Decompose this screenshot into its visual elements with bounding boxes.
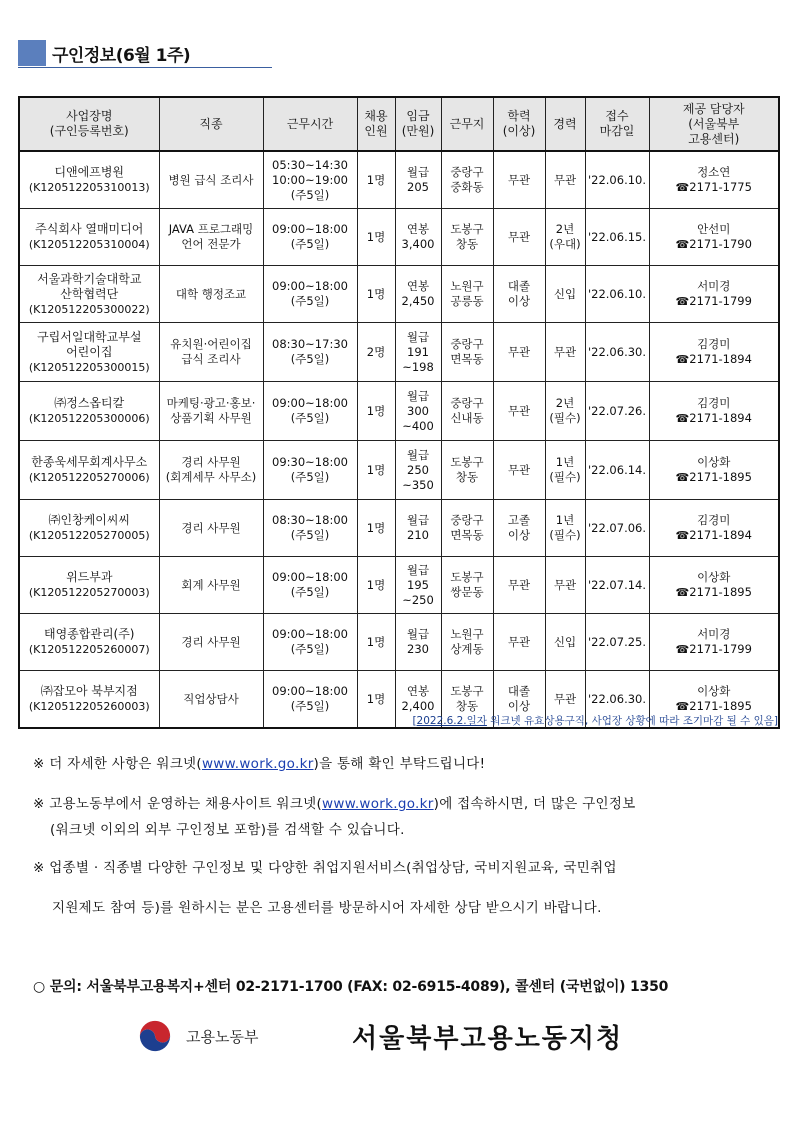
manager-name: 안선미 [697,222,731,236]
cell-hours: 05:30~14:30 10:00~19:00 (주5일) [263,151,357,209]
cell-location: 도봉구 창동 [441,441,493,500]
cell-education: 대졸 이상 [493,671,545,729]
cell-education: 무관 [493,614,545,671]
phone-icon: ☎ [675,295,690,308]
paragraph-worknet-info [33,752,485,772]
col-header-education: 학력 (이상) [493,97,545,151]
paragraph-worknet-more [33,792,636,812]
phone-number: 2171-1894 [689,528,752,542]
manager-name: 이상화 [697,455,731,469]
company-name: 위드부과 [66,570,113,584]
company-name: ㈜정스옵티칼 [54,396,125,410]
cell-location: 중랑구 중화동 [441,151,493,209]
cell-job: 병원 급식 조리사 [159,151,263,209]
company-name: 주식회사 열매미디어 [35,222,144,236]
registration-number: (K120512205300006) [28,412,150,425]
cell-wage: 월급 205 [395,151,441,209]
table-row [19,441,779,500]
cell-location: 노원구 상계동 [441,614,493,671]
taegeuk-logo-icon [137,1018,173,1054]
phone-icon: ☎ [675,471,690,484]
registration-number: (K120512205300015) [28,360,150,374]
cell-career: 신입 [545,266,585,323]
cell-location: 중랑구 면목동 [441,323,493,382]
phone-icon: ☎ [675,643,690,656]
page-title-block [18,40,272,68]
paragraph-services-cont: 지원제도 참여 등)를 원하시는 분은 고용센터를 방문하시어 자세한 상담 받으시기 바랍니다. [52,900,602,916]
worknet-link-2[interactable]: www.work.go.kr [322,796,434,812]
phone-number: 2171-1799 [689,294,752,308]
registration-number: (K120512205260007) [28,643,150,656]
cell-deadline: '22.07.26. [585,382,649,441]
registration-number: (K120512205270005) [28,529,150,542]
cell-manager [649,266,779,323]
phone-icon: ☎ [675,412,690,425]
cell-job: 유치원·어린이집 급식 조리사 [159,323,263,382]
cell-education: 대졸 이상 [493,266,545,323]
cell-hours: 09:00~18:00 (주5일) [263,382,357,441]
cell-hours: 09:00~18:00 (주5일) [263,614,357,671]
cell-people: 2명 [357,323,395,382]
cell-location: 중랑구 면목동 [441,500,493,557]
phone-icon: ☎ [675,353,690,366]
registration-number: (K120512205270006) [28,471,150,484]
table-body [19,151,779,728]
cell-career: 2년 (우대) [545,209,585,266]
cell-people: 1명 [357,671,395,729]
table-row [19,557,779,614]
cell-deadline: '22.06.10. [585,266,649,323]
cell-manager [649,209,779,266]
manager-phone [651,642,778,657]
contact-info: ○ 문의: 서울북부고용복지+센터 02-2171-1700 (FAX: 02-6915-4089), 콜센터 (국번없이) 1350 [33,979,669,995]
cell-job: 마케팅·광고·홍보· 상품기획 사무원 [159,382,263,441]
manager-name: 김경미 [697,513,731,527]
cell-education: 고졸 이상 [493,500,545,557]
registration-number: (K120512205310013) [28,181,150,194]
cell-manager [649,557,779,614]
cell-wage: 월급 195 ~250 [395,557,441,614]
cell-job: 경리 사무원 (회계세무 사무소) [159,441,263,500]
cell-wage: 월급 300 ~400 [395,382,441,441]
cell-education: 무관 [493,441,545,500]
col-header-job: 직종 [159,97,263,151]
company-name: 태영종합관리(주) [43,627,135,641]
cell-people: 1명 [357,441,395,500]
registration-number: (K120512205300022) [28,302,150,316]
cell-hours: 09:00~18:00 (주5일) [263,671,357,729]
phone-icon: ☎ [675,238,690,251]
cell-wage: 월급 250 ~350 [395,441,441,500]
col-header-company: 사업장명 (구인등록번호) [19,97,159,151]
phone-icon: ☎ [675,700,690,713]
table-row [19,323,779,382]
manager-name: 정소연 [697,165,731,179]
company-name: 디앤에프병원 [54,165,125,179]
cell-career: 2년 (필수) [545,382,585,441]
col-header-hours: 근무시간 [263,97,357,151]
paragraph-services: ※ 업종별 · 직종별 다양한 구인정보 및 다양한 취업지원서비스(취업상담, 국비지원교육, 국민취업 [33,860,617,876]
page-title: 구인정보(6월 1주) [52,46,191,66]
cell-location: 도봉구 창동 [441,671,493,729]
cell-deadline: '22.07.06. [585,500,649,557]
cell-career: 무관 [545,151,585,209]
ministry-name: 고용노동부 [186,1028,259,1046]
cell-company [19,323,159,382]
manager-phone [651,585,778,600]
phone-number: 2171-1799 [689,642,752,656]
col-header-wage: 임금 (만원) [395,97,441,151]
company-name: ㈜잡모아 북부지점 [40,684,138,698]
phone-number: 2171-1790 [689,237,752,251]
cell-deadline: '22.06.15. [585,209,649,266]
office-name: 서울북부고용노동지청 [352,1024,624,1054]
cell-deadline: '22.07.14. [585,557,649,614]
cell-wage: 월급 191 ~198 [395,323,441,382]
paragraph-worknet-more-cont: (워크넷 이외의 외부 구인정보 포함)를 검색할 수 있습니다. [50,822,405,838]
manager-name: 서미경 [697,279,731,293]
cell-hours: 09:00~18:00 (주5일) [263,266,357,323]
note-text: 워크넷 유효상용구직, 사업장 상황에 따라 조기마감 될 수 있음 [486,715,774,727]
cell-job: 대학 행정조교 [159,266,263,323]
p1-text-a: ※ 더 자세한 사항은 워크넷( [33,756,202,772]
cell-wage: 월급 230 [395,614,441,671]
cell-hours: 09:30~18:00 (주5일) [263,441,357,500]
cell-company [19,500,159,557]
cell-company [19,209,159,266]
table-row [19,500,779,557]
phone-number: 2171-1894 [689,352,752,366]
cell-education: 무관 [493,209,545,266]
cell-manager [649,500,779,557]
cell-job: 회계 사무원 [159,557,263,614]
cell-company [19,151,159,209]
cell-people: 1명 [357,266,395,323]
manager-phone [651,411,778,426]
phone-number: 2171-1895 [689,699,752,713]
cell-people: 1명 [357,209,395,266]
cell-location: 도봉구 창동 [441,209,493,266]
phone-number: 2171-1894 [689,411,752,425]
registration-number: (K120512205310004) [28,238,150,251]
cell-wage: 월급 210 [395,500,441,557]
table-header-row [19,97,779,151]
phone-number: 2171-1895 [689,470,752,484]
manager-phone [651,237,778,252]
cell-career: 신입 [545,614,585,671]
manager-name: 김경미 [697,396,731,410]
col-header-people: 채용 인원 [357,97,395,151]
manager-phone [651,528,778,543]
manager-phone [651,470,778,485]
cell-education: 무관 [493,323,545,382]
p2-text-b: )에 접속하시면, 더 많은 구인정보 [433,796,636,812]
cell-people: 1명 [357,382,395,441]
cell-career: 1년 (필수) [545,500,585,557]
job-listing-table [18,96,780,729]
cell-manager [649,614,779,671]
cell-people: 1명 [357,557,395,614]
cell-hours: 09:00~18:00 (주5일) [263,209,357,266]
table-row [19,209,779,266]
table-row [19,614,779,671]
listing-note: [2022.6.2.일자 워크넷 유효상용구직, 사업장 상황에 따라 조기마감 될 수 있음] [412,715,778,727]
cell-manager [649,151,779,209]
worknet-link-1[interactable]: www.work.go.kr [201,756,314,772]
cell-company [19,382,159,441]
table-row [19,382,779,441]
cell-company [19,671,159,729]
company-name: ㈜인창케이씨씨 [48,513,131,527]
cell-hours: 09:00~18:00 (주5일) [263,557,357,614]
manager-phone [651,180,778,195]
manager-phone [651,294,778,309]
phone-icon: ☎ [675,586,690,599]
title-underline [18,67,272,68]
cell-career: 무관 [545,557,585,614]
cell-company [19,266,159,323]
col-header-location: 근무지 [441,97,493,151]
cell-job: 직업상담사 [159,671,263,729]
cell-location: 노원구 공릉동 [441,266,493,323]
registration-number: (K120512205270003) [28,586,150,599]
phone-icon: ☎ [675,529,690,542]
cell-location: 도봉구 쌍문동 [441,557,493,614]
company-name: 서울과학기술대학교 산학협력단 [37,271,142,301]
manager-phone [651,699,778,714]
table-row [19,151,779,209]
title-marker [18,40,46,66]
table-row [19,266,779,323]
manager-name: 서미경 [697,627,731,641]
col-header-manager: 제공 담당자 (서울북부 고용센터) [649,97,779,151]
company-name: 한종욱세무회계사무소 [31,455,148,469]
p1-text-b: )을 통해 확인 부탁드립니다! [313,756,486,772]
registration-number: (K120512205260003) [28,700,150,713]
cell-people: 1명 [357,614,395,671]
company-name: 구립서일대학교부설 어린이집 [37,329,142,359]
cell-deadline: '22.06.14. [585,441,649,500]
cell-location: 중랑구 신내동 [441,382,493,441]
cell-company [19,614,159,671]
p2-text-a: ※ 고용노동부에서 운영하는 채용사이트 워크넷( [33,796,323,812]
cell-career: 무관 [545,323,585,382]
cell-job: JAVA 프로그래밍 언어 전문가 [159,209,263,266]
cell-deadline: '22.06.10. [585,151,649,209]
cell-wage: 연봉 2,450 [395,266,441,323]
col-header-deadline: 접수 마감일 [585,97,649,151]
cell-deadline: '22.06.30. [585,323,649,382]
cell-manager [649,382,779,441]
cell-job: 경리 사무원 [159,500,263,557]
manager-name: 김경미 [697,337,731,351]
phone-number: 2171-1895 [689,585,752,599]
cell-company [19,557,159,614]
cell-hours: 08:30~17:30 (주5일) [263,323,357,382]
cell-company [19,441,159,500]
cell-wage: 연봉 3,400 [395,209,441,266]
phone-number: 2171-1775 [689,180,752,194]
cell-career: 1년 (필수) [545,441,585,500]
cell-education: 무관 [493,382,545,441]
cell-career: 무관 [545,671,585,729]
cell-deadline: '22.07.25. [585,614,649,671]
cell-deadline: '22.06.30. [585,671,649,729]
cell-people: 1명 [357,151,395,209]
manager-name: 이상화 [697,570,731,584]
cell-manager [649,323,779,382]
cell-people: 1명 [357,500,395,557]
manager-phone [651,352,778,367]
cell-job: 경리 사무원 [159,614,263,671]
cell-hours: 08:30~18:00 (주5일) [263,500,357,557]
col-header-career: 경력 [545,97,585,151]
cell-education: 무관 [493,151,545,209]
cell-manager [649,441,779,500]
note-date: 2022.6.2.일자 [416,715,487,727]
manager-name: 이상화 [697,684,731,698]
phone-icon: ☎ [675,181,690,194]
cell-education: 무관 [493,557,545,614]
cell-wage: 연봉 2,400 [395,671,441,729]
